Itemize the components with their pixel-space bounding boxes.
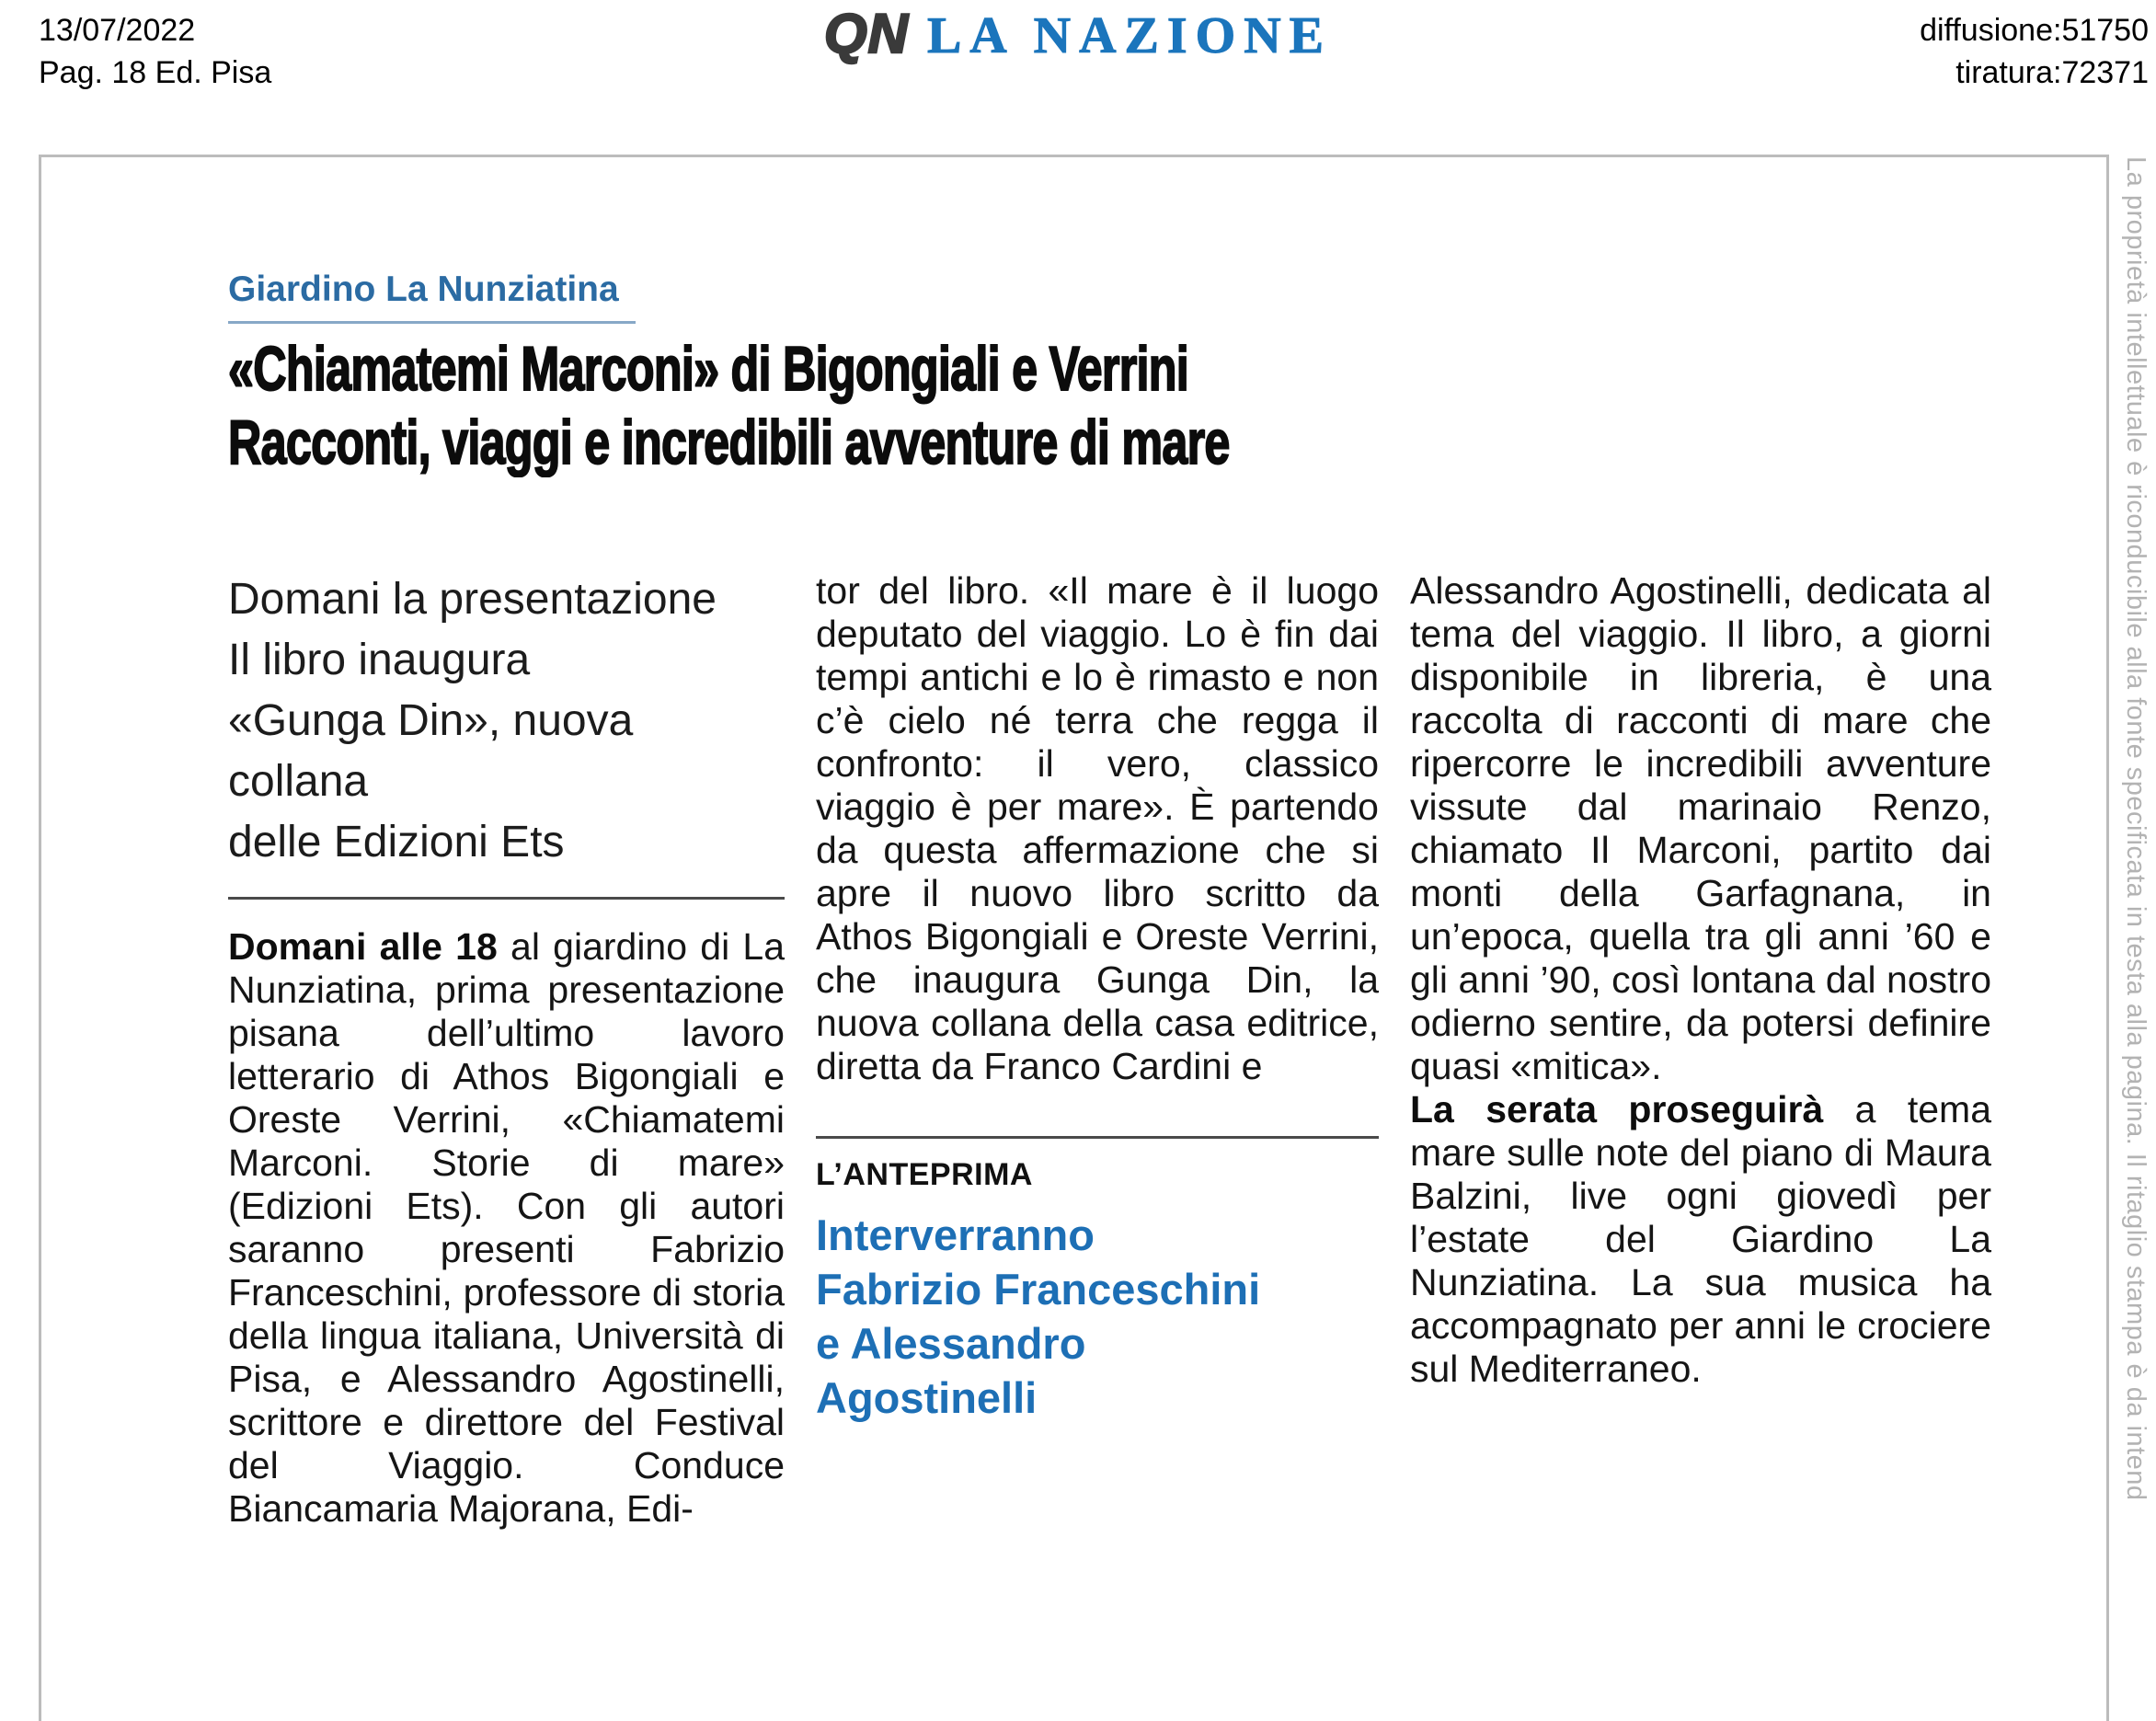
qn-logo: QN bbox=[823, 3, 909, 64]
speakers-line: Fabrizio Franceschini bbox=[816, 1265, 1261, 1314]
column-3 bbox=[1410, 569, 1991, 1531]
body-paragraph-col3: Alessandro Agostinelli, dedicata al tema del viaggio. Il libro, a giorni disponibile in libreria, è una raccolta di racconti di mare che ripercorre le incredibili avventure vissute dal marinaio Renzo, chiamato Il Marconi, partito dai monti della Garfagnana, in un’epoca, quella tra gli anni ’60 e gli anni ’90, così lontana dal nostro odierno sentire, da potersi definire quasi «mitica». bbox=[1410, 569, 1991, 1087]
headline-line-2: Racconti, viaggi e incredibili avventure di mare bbox=[228, 407, 1230, 477]
speakers-line: e Alessandro bbox=[816, 1319, 1086, 1368]
column-2 bbox=[816, 569, 1379, 1531]
headline bbox=[228, 332, 1521, 479]
page-edition: Pag. 18 Ed. Pisa bbox=[39, 55, 272, 90]
copyright-disclaimer: La proprietà intellettuale è riconducibile alla fonte specificata in testa alla pagina. Il ritaglio stampa è da intend bbox=[2121, 156, 2150, 1501]
diffusione-stat: diffusione:51750 bbox=[1920, 13, 2149, 48]
la-nazione-logo: LA NAZIONE bbox=[926, 7, 1333, 64]
deck-line: delle Edizioni Ets bbox=[228, 818, 565, 866]
anteprima-label: L’ANTEPRIMA bbox=[816, 1157, 1033, 1192]
column-1 bbox=[228, 569, 785, 1531]
article-box bbox=[39, 155, 2109, 1721]
speakers-line: Interverranno bbox=[816, 1210, 1095, 1259]
deck bbox=[228, 569, 785, 873]
paragraph-text: a tema mare sulle note del piano di Maura Balzini, live ogni giovedì per l’estate del Giardino La Nunziatina. La sua musica ha accompagnato per anni le crociere sul Mediterraneo. bbox=[1410, 1088, 1991, 1390]
clipping-date: 13/07/2022 bbox=[39, 13, 196, 48]
speakers-names bbox=[816, 1208, 1379, 1425]
divider-rule bbox=[228, 897, 785, 900]
tiratura-stat: tiratura:72371 bbox=[1955, 55, 2149, 90]
body-paragraph-col3-second bbox=[1410, 1088, 1991, 1391]
speakers-line: Agostinelli bbox=[816, 1373, 1038, 1422]
article-columns bbox=[228, 569, 1991, 1531]
deck-line: Domani la presentazione bbox=[228, 575, 717, 624]
paragraph-lead: Domani alle 18 bbox=[228, 925, 498, 968]
kicker: Giardino La Nunziatina bbox=[228, 270, 636, 324]
deck-line: Il libro inaugura bbox=[228, 636, 531, 684]
body-paragraph-col1 bbox=[228, 925, 785, 1531]
divider-rule bbox=[816, 1136, 1379, 1139]
paragraph-lead: La serata proseguirà bbox=[1410, 1088, 1824, 1130]
deck-line: «Gunga Din», nuova collana bbox=[228, 696, 634, 806]
body-paragraph-col2: tor del libro. «Il mare è il luogo deputato del viaggio. Lo è fin dai tempi antichi e lo è rimasto e non c’è cielo né terra che regga il confronto: il vero, classico viaggio è per mare». È partendo da questa affermazione che si apre il nuovo libro scritto da Athos Bigongiali e Oreste Verrini, che inaugura Gunga Din, la nuova collana della casa editrice, diretta da Franco Cardini e bbox=[816, 569, 1379, 1087]
headline-line-1: «Chiamatemi Marconi» di Bigongiali e Verrini bbox=[228, 334, 1189, 404]
masthead bbox=[0, 2, 2156, 65]
paragraph-text: al giardino di La Nunziatina, prima presentazione pisana dell’ultimo lavoro letterario di Athos Bigongiali e Oreste Verrini, «Chiamatemi Marconi. Storie di mare» (Edizioni Ets). Con gli autori saranno presenti Fabrizio Franceschini, professore di storia della lingua italiana, Università di Pisa, e Alessandro Agostinelli, scrittore e direttore del Festival del Viaggio. Conduce Biancamaria Majorana, Edi- bbox=[228, 925, 786, 1530]
header-right bbox=[1920, 9, 2149, 94]
